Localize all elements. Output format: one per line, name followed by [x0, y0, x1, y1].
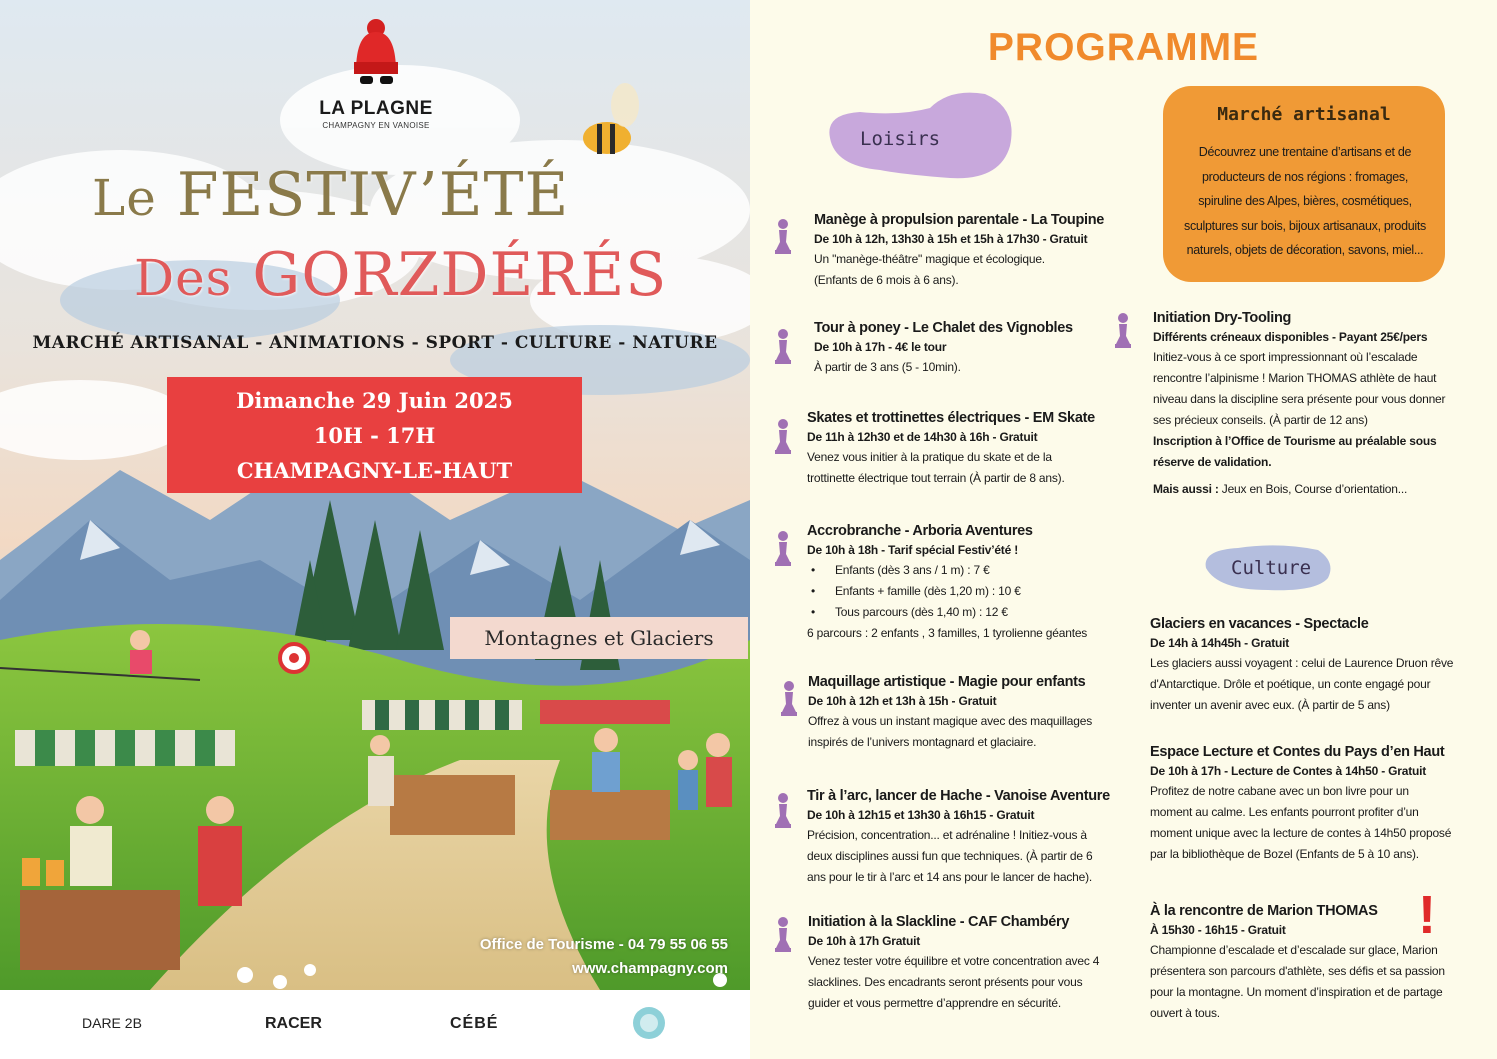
sponsor-logo: DARE 2B [82, 1015, 142, 1031]
event-poney [814, 320, 1154, 378]
desc-line: guider et vous permettre d’apprendre en sécurité. [808, 996, 1062, 1010]
poster-title-line2 [134, 240, 667, 310]
desc-line: moment au calme. Les enfants pourront profiter d’un [1150, 805, 1419, 819]
event-schedule: De 10h à 17h - 4€ le tour [814, 340, 947, 354]
desc-line: pour la montagne. Un moment d’inspiration et de partage [1150, 985, 1443, 999]
marche-line: Découvrez une trentaine d’artisans et de [1198, 145, 1412, 159]
event-schedule: Différents créneaux disponibles - Payant 25€/pers [1153, 330, 1428, 344]
pawn-icon [774, 530, 792, 566]
theme-banner: Montagnes et Glaciers [450, 617, 748, 659]
event-schedule: De 11h à 12h30 et de 14h30 à 16h - Gratuit [807, 430, 1038, 444]
event-slackline [808, 914, 1153, 1014]
marche-line: producteurs de nos régions : fromages, [1201, 169, 1409, 184]
contact-phone: Office de Tourisme - 04 79 55 06 55 [479, 936, 728, 953]
event-dry-tooling [1153, 310, 1483, 500]
desc-line: inspirés de l’univers montagnard et glaciaire. [808, 735, 1037, 749]
event-schedule: De 10h à 12h et 13h à 15h - Gratuit [808, 694, 997, 708]
pawn-icon [774, 328, 792, 364]
event-title: Accrobranche - Arboria Aventures [807, 523, 1033, 539]
pawn-icon [774, 218, 792, 254]
price-item: • Tous parcours (dès 1,40 m) : 12 € [807, 602, 1152, 623]
mais-aussi-text: Jeux en Bois, Course d’orientation... [1221, 482, 1408, 496]
marche-title: Marché artisanal [1217, 104, 1391, 125]
mais-aussi [1153, 479, 1483, 500]
event-title: Manège à propulsion parentale - La Toupine [814, 212, 1105, 228]
desc-line: Précision, concentration... et adrénaline ! Initiez-vous à [807, 828, 1087, 842]
pawn-icon [780, 680, 798, 716]
desc-line: Venez vous initier à la pratique du skate et de la [807, 450, 1052, 464]
event-description [807, 623, 1152, 644]
desc-line: ans pour le tir à l’arc et 14 ans pour le lancer de hache). [807, 870, 1093, 884]
section-label-loisirs: Loisirs [860, 128, 941, 150]
event-schedule: De 10h à 17h Gratuit [808, 934, 921, 948]
marche-description [1174, 140, 1436, 263]
mais-aussi-label: Mais aussi : [1153, 482, 1219, 496]
event-description [1150, 781, 1485, 865]
event-hours: 10H - 17H [313, 423, 436, 448]
desc-line: Profitez de notre cabane avec un bon livre pour un [1150, 784, 1409, 798]
event-maquillage [808, 674, 1153, 753]
desc-line: Les glaciers aussi voyagent : celui de Laurence Druon rêve [1150, 656, 1454, 670]
event-title: Initiation à la Slackline - CAF Chambéry [808, 914, 1070, 930]
desc-line: inventer un avenir avec eux. (À partir de 5 ans) [1150, 698, 1390, 712]
desc-line: trottinette électrique tout terrain (À partir de 8 ans). [807, 471, 1065, 485]
logo-subtitle: CHAMPAGNY EN VANOISE [322, 121, 430, 130]
desc-line: d'Antarctique. Drôle et poétique, un conte engagé pour [1150, 677, 1431, 691]
inscription-line: réserve de validation. [1153, 455, 1272, 469]
event-espace-lecture [1150, 744, 1485, 865]
pawn-icon [774, 418, 792, 454]
event-accrobranche [807, 523, 1152, 644]
event-schedule: De 14h à 14h45h - Gratuit [1150, 636, 1290, 650]
marche-line: spiruline des Alpes, bières, cosmétiques, [1198, 194, 1412, 208]
event-description [808, 711, 1153, 753]
price-item: • Enfants (dès 3 ans / 1 m) : 7 € [807, 560, 1152, 581]
event-date: Dimanche 29 Juin 2025 [236, 388, 513, 413]
desc-line: À partir de 3 ans (5 - 10min). [814, 360, 961, 374]
desc-line: Un "manège-théâtre" magique et écologique. [814, 252, 1045, 266]
programme-title: PROGRAMME [987, 26, 1260, 69]
sponsor-logo: CÉBÉ [450, 1015, 499, 1032]
title-prefix: Le [92, 169, 157, 227]
event-description [808, 951, 1153, 1014]
event-description [814, 249, 1154, 291]
desc-line: moment unique avec la lecture de contes à 14h50 proposé [1150, 826, 1452, 840]
desc-line: 6 parcours : 2 enfants , 3 familles, 1 tyrolienne géantes [807, 626, 1088, 640]
title-prefix: Des [134, 249, 233, 307]
date-box [167, 377, 582, 493]
logo-name: LA PLAGNE [319, 98, 433, 119]
event-title: Maquillage artistique - Magie pour enfants [808, 674, 1086, 690]
event-description [807, 825, 1152, 888]
desc-line: présentera son parcours d'athlète, ses défis et sa passion [1150, 964, 1445, 978]
price-item: • Enfants + famille (dès 1,20 m) : 10 € [807, 581, 1152, 602]
event-manege [814, 212, 1154, 291]
event-description [814, 357, 1154, 378]
section-label-culture: Culture [1231, 557, 1312, 579]
pawn-icon [774, 792, 792, 828]
event-skate [807, 410, 1152, 489]
desc-line: deux disciplines aussi fun que techniques. (À partir de 6 [807, 849, 1093, 863]
event-title: Tour à poney - Le Chalet des Vignobles [814, 320, 1073, 336]
event-title: À la rencontre de Marion THOMAS [1150, 903, 1378, 919]
event-description [1150, 940, 1485, 1024]
sponsor-bar [0, 990, 750, 1059]
sponsor-logo: RACER [265, 1015, 322, 1032]
event-schedule: À 15h30 - 16h15 - Gratuit [1150, 923, 1286, 937]
desc-line: Championne d’escalade et d’escalade sur glace, Marion [1150, 943, 1438, 957]
event-schedule: De 10h à 12h, 13h30 à 15h et 15h à 17h30 - Gratuit [814, 232, 1088, 246]
poster-illustration [0, 0, 750, 990]
pawn-icon [774, 916, 792, 952]
price-list [807, 560, 1152, 623]
event-title: Espace Lecture et Contes du Pays d’en Haut [1150, 744, 1445, 760]
desc-line: (Enfants de 6 mois à 6 ans). [814, 273, 959, 287]
desc-line: rencontre l’alpinisme ! Marion THOMAS athlète de haut [1153, 371, 1437, 385]
tourism-badge-icon [632, 1006, 666, 1040]
desc-line: par la bibliothèque de Bozel (Enfants de 5 à 10 ans). [1150, 847, 1419, 861]
event-schedule: De 10h à 18h - Tarif spécial Festiv’été ! [807, 543, 1018, 557]
title-main: FESTIV’ÉTÉ [176, 160, 570, 230]
contact-website: www.champagny.com [572, 960, 728, 977]
event-schedule: De 10h à 17h - Lecture de Contes à 14h50 - Gratuit [1150, 764, 1427, 778]
event-title: Tir à l’arc, lancer de Hache - Vanoise Aventure [807, 788, 1110, 804]
title-main: GORZDÉRÉS [252, 240, 668, 310]
event-description [1150, 653, 1480, 716]
desc-line: ses précieux conseils. (À partir de 12 ans) [1153, 413, 1368, 427]
event-schedule: De 10h à 12h15 et 13h30 à 16h15 - Gratuit [807, 808, 1035, 822]
exclamation-icon: ! [1418, 885, 1436, 945]
event-title: Initiation Dry-Tooling [1153, 310, 1292, 326]
marche-line: sculptures sur bois, bijoux artisanaux, produits [1184, 218, 1426, 233]
event-tir-arc [807, 788, 1152, 888]
desc-line: ouvert à tous. [1150, 1006, 1220, 1020]
desc-line: slacklines. Des encadrants seront présents pour vous [808, 975, 1083, 989]
poster-title-line1 [92, 160, 569, 230]
programme-page [750, 0, 1497, 1059]
marche-line: naturels, objets de décoration, savons, miel... [1186, 243, 1424, 257]
poster-tagline: MARCHÉ ARTISANAL - ANIMATIONS - SPORT - CULTURE - NATURE [32, 333, 718, 353]
event-glaciers-vacances [1150, 616, 1480, 716]
event-title: Glaciers en vacances - Spectacle [1150, 616, 1369, 632]
event-description [807, 447, 1152, 489]
desc-line: niveau dans la discipline sera présente pour vous donner [1153, 392, 1446, 406]
desc-line: Offrez à vous un instant magique avec des maquillages [808, 714, 1093, 728]
event-place: CHAMPAGNY-LE-HAUT [236, 458, 513, 483]
inscription-line: Inscription à l’Office de Tourisme au préalable sous [1153, 434, 1437, 448]
desc-line: Venez tester votre équilibre et votre concentration avec 4 [808, 954, 1100, 968]
desc-line: Initiez-vous à ce sport impressionnant où l’escalade [1153, 350, 1418, 364]
event-title: Skates et trottinettes électriques - EM Skate [807, 410, 1095, 426]
event-description [1153, 347, 1483, 500]
